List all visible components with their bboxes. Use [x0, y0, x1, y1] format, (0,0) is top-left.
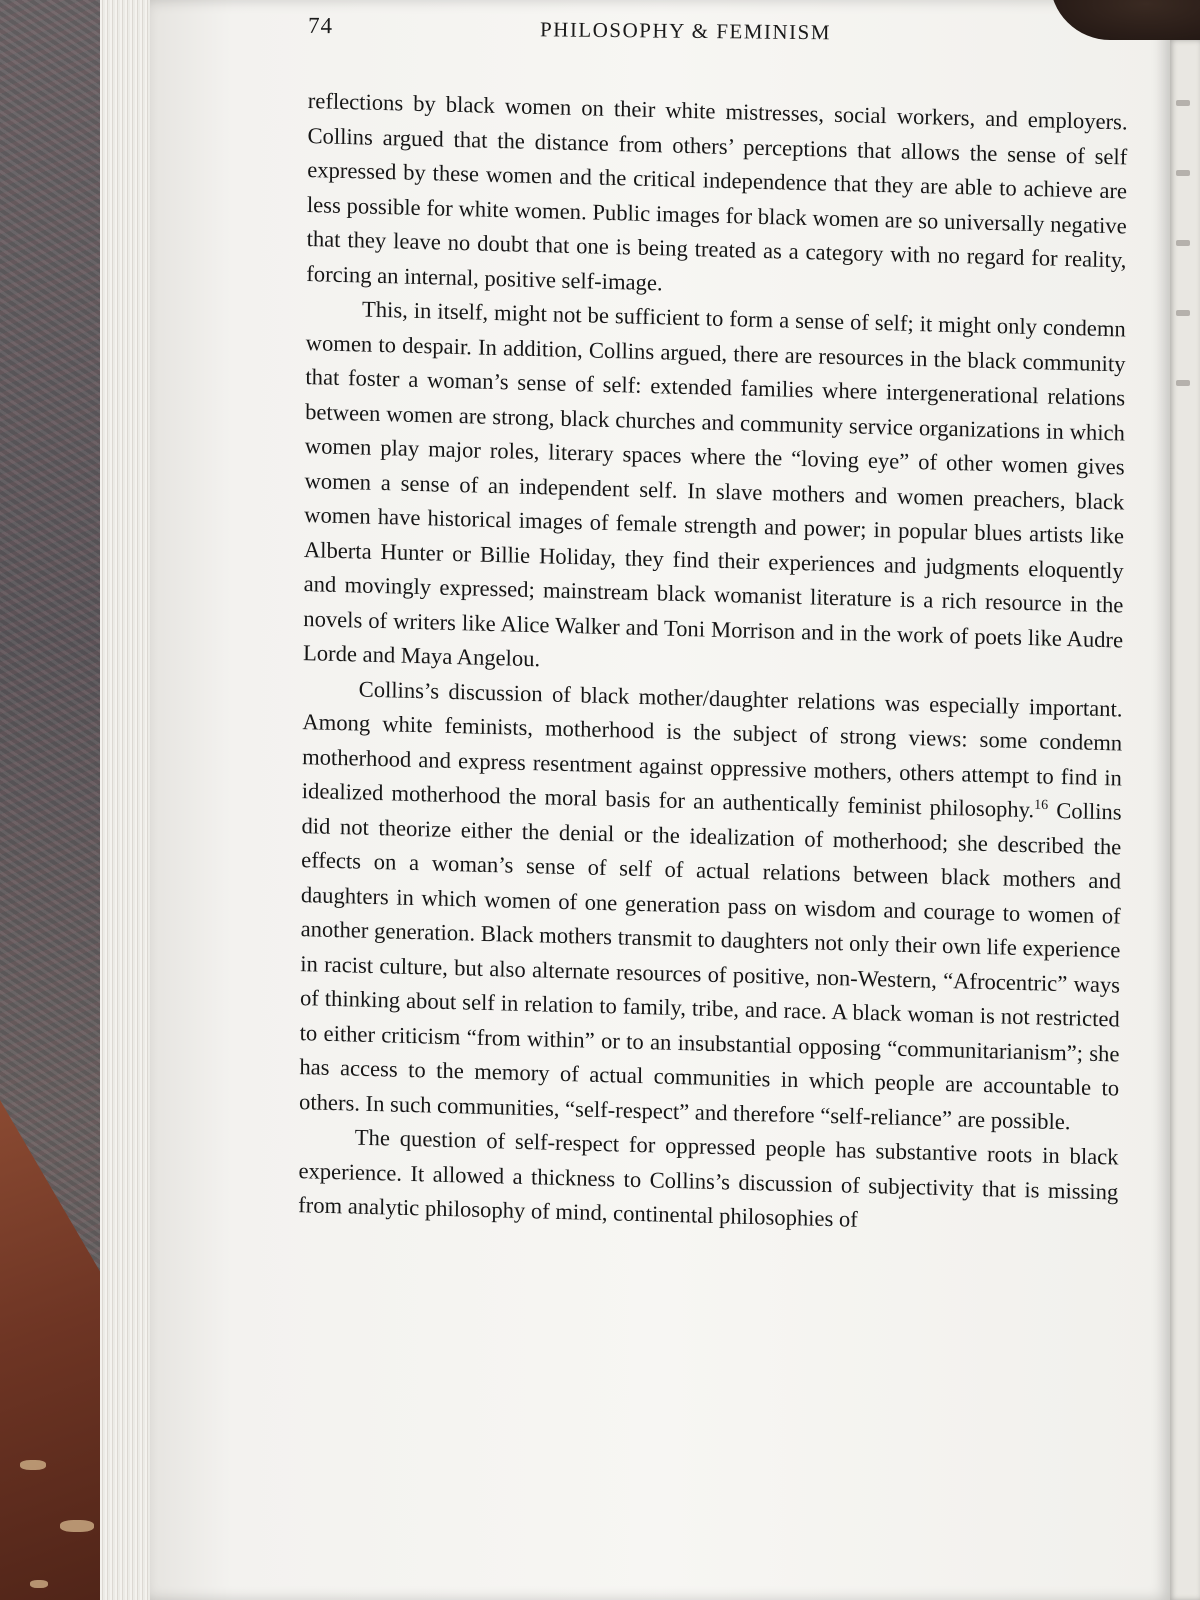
page-number: 74 [307, 12, 334, 39]
facing-page-edge [1170, 40, 1200, 1600]
paragraph-3-text-b: Collins did not theorize either the denial or the idealization of motherhood; she described the effects on a woman’s sense of self of actual relations between black mothers and daughters in which women of one generation pass on wisdom and courage to women of another generation. Black mothers transmit to daughters not only their own life experience in racist culture, but also alternate resources of positive, non-Western, “Afrocentric” ways of thinking about self in relation to family, tribe, and race. A black woman is not restricted to either criticism “from within” or to an insubstantial opposing “communitarianism”; she has access to the memory of actual communities in which people are accountable to others. In such communities, “self-respect” and therefore “self-reliance” are possible. [299, 797, 1122, 1134]
paragraph-3-text-a: Collins’s discussion of black mother/daughter relations was especially important. Among white feminists, motherhood is the subject of strong views: some condemn motherhood and express resentment against oppressive mothers, others attempt to find in idealized motherhood the moral basis for an authentically feminist philosophy. [301, 676, 1123, 823]
wood-scratch [30, 1580, 48, 1588]
facing-page-text-fragment [1176, 100, 1190, 106]
facing-page-text-fragment [1176, 240, 1190, 246]
body-text [298, 84, 1128, 1244]
facing-page-text-fragment [1176, 310, 1190, 316]
facing-page-text-fragment [1176, 170, 1190, 176]
footnote-reference: 16 [1034, 797, 1049, 814]
facing-page-text-fragment [1176, 380, 1190, 386]
page-header [300, 11, 920, 57]
paragraph-4: The question of self-respect for oppressed people has substantive roots in black experience. It allowed a thickness to Collins’s discussion of subjectivity that is missing from analytic philosophy of mind, continental philosophies of [298, 1124, 1119, 1232]
paragraph-2: This, in itself, might not be sufficient to form a sense of self; it might only condemn women to despair. In addition, Collins argued, there are resources in the black community that foster a woman’s sense of self: extended families where intergenerational relations between women are strong, black churches and community service organizations in which women play major roles, literary spaces where the “loving eye” of other women gives women a sense of an independent self. In slave mothers and women preachers, black women have historical images of female strength and power; in popular blues artists like Alberta Hunter or Billie Holiday, they find their experiences and judgments eloquently and movingly expressed; mainstream black womanist literature is a rich resource in the novels of writers like Alice Walker and Toni Morrison and in the work of poets like Audre Lorde and Maya Angelou. [302, 296, 1126, 672]
paragraph-1: reflections by black women on their white mistresses, social workers, and employers. Collins argued that the distance from others’ perceptions that allows the sense of self expressed by these women and the critical independence that they are able to achieve are less possible for white women. Public images for black women are so universally negative that they leave no doubt that one is being treated as a category with no regard for reality, forcing an internal, positive self-image. [306, 88, 1128, 295]
wood-scratch [20, 1460, 46, 1470]
wood-scratch [60, 1520, 94, 1532]
running-head: PHILOSOPHY & FEMINISM [539, 17, 832, 45]
paragraph-3 [299, 671, 1123, 1141]
